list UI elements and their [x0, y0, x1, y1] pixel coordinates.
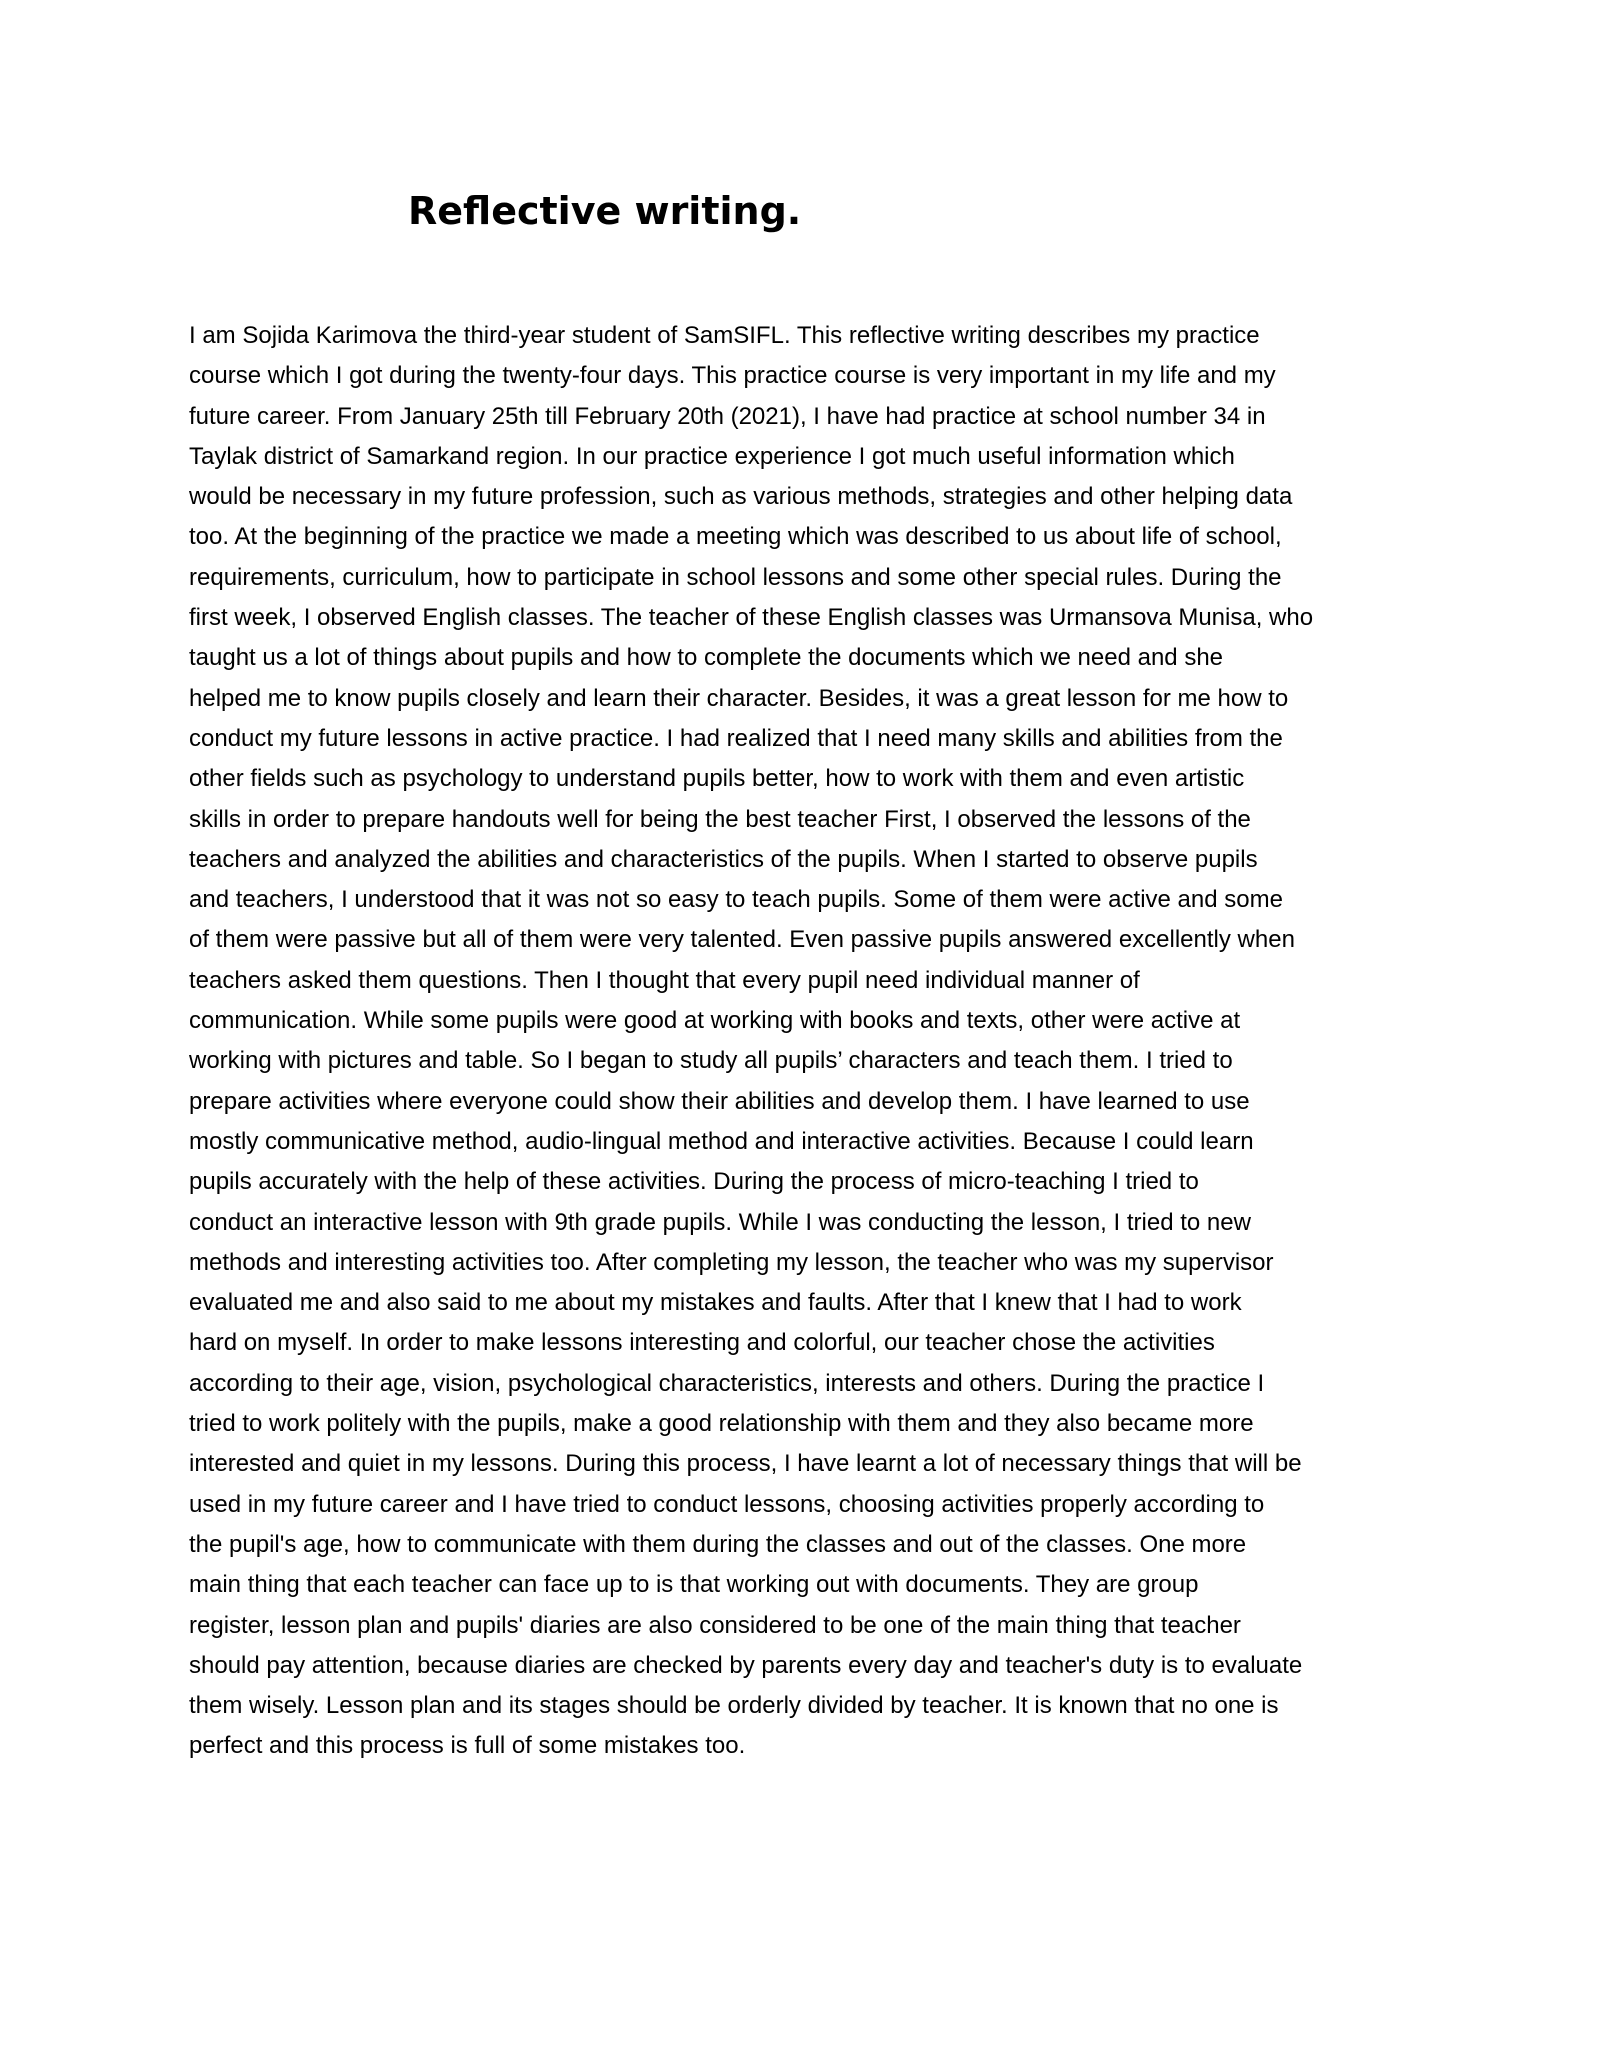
document-body-paragraph: I am Sojida Karimova the third-year student of SamSIFL. This reflective writing describes my practice course which I got during the twenty-four days. This practice course is very important in my life and my future career. From January 25th till February 20th (2021), I have had practice at school number 34 in Taylak district of Samarkand region. In our practice experience I got much useful information which would be necessary in my future profession, such as various methods, strategies and other helping data too. At the beginning of the practice we made a meeting which was described to us about life of school, requirements, curriculum, how to participate in school lessons and some other special rules. During the first week, I observed English classes. The teacher of these English classes was Urmansova Munisa, who taught us a lot of things about pupils and how to complete the documents which we need and she helped me to know pupils closely and learn their character. Besides, it was a great lesson for me how to conduct my future lessons in active practice. I had realized that I need many skills and abilities from the other fields such as psychology to understand pupils better, how to work with them and even artistic skills in order to prepare handouts well for being the best teacher First, I observed the lessons of the teachers and analyzed the abilities and characteristics of the pupils. When I started to observe pupils and teachers, I understood that it was not so easy to teach pupils. Some of them were active and some of them were passive but all of them were very talented. Even passive pupils answered excellently when teachers asked them questions. Then I thought that every pupil need individual manner of communication. While some pupils were good at working with books and texts, other were active at working with pictures and table. So I began to study all pupils’ characters and teach them. I tried to prepare activities where everyone could show their abilities and develop them. I have learned to use mostly communicative method, audio-lingual method and interactive activities. Because I could learn pupils accurately with the help of these activities. During the process of micro-teaching I tried to conduct an interactive lesson with 9th grade pupils. While I was conducting the lesson, I tried to new methods and interesting activities too. After completing my lesson, the teacher who was my supervisor evaluated me and also said to me about my mistakes and faults. After that I knew that I had to work hard on myself. In order to make lessons interesting and colorful, our teacher chose the activities according to their age, vision, psychological characteristics, interests and others. During the practice I tried to work politely with the pupils, make a good relationship with them and they also became more interested and quiet in my lessons. During this process, I have learnt a lot of necessary things that will be used in my future career and I have tried to conduct lessons, choosing activities properly according to the pupil's age, how to communicate with them during the classes and out of the classes. One more main thing that each teacher can face up to is that working out with documents. They are group register, lesson plan and pupils' diaries are also considered to be one of the main thing that teacher should pay attention, because diaries are checked by parents every day and teacher's duty is to evaluate them wisely. Lesson plan and its stages should be orderly divided by teacher. It is known that no one is perfect and this process is full of some mistakes too. — [189, 322, 1314, 1760]
document-title: Reflective writing. — [408, 189, 802, 233]
